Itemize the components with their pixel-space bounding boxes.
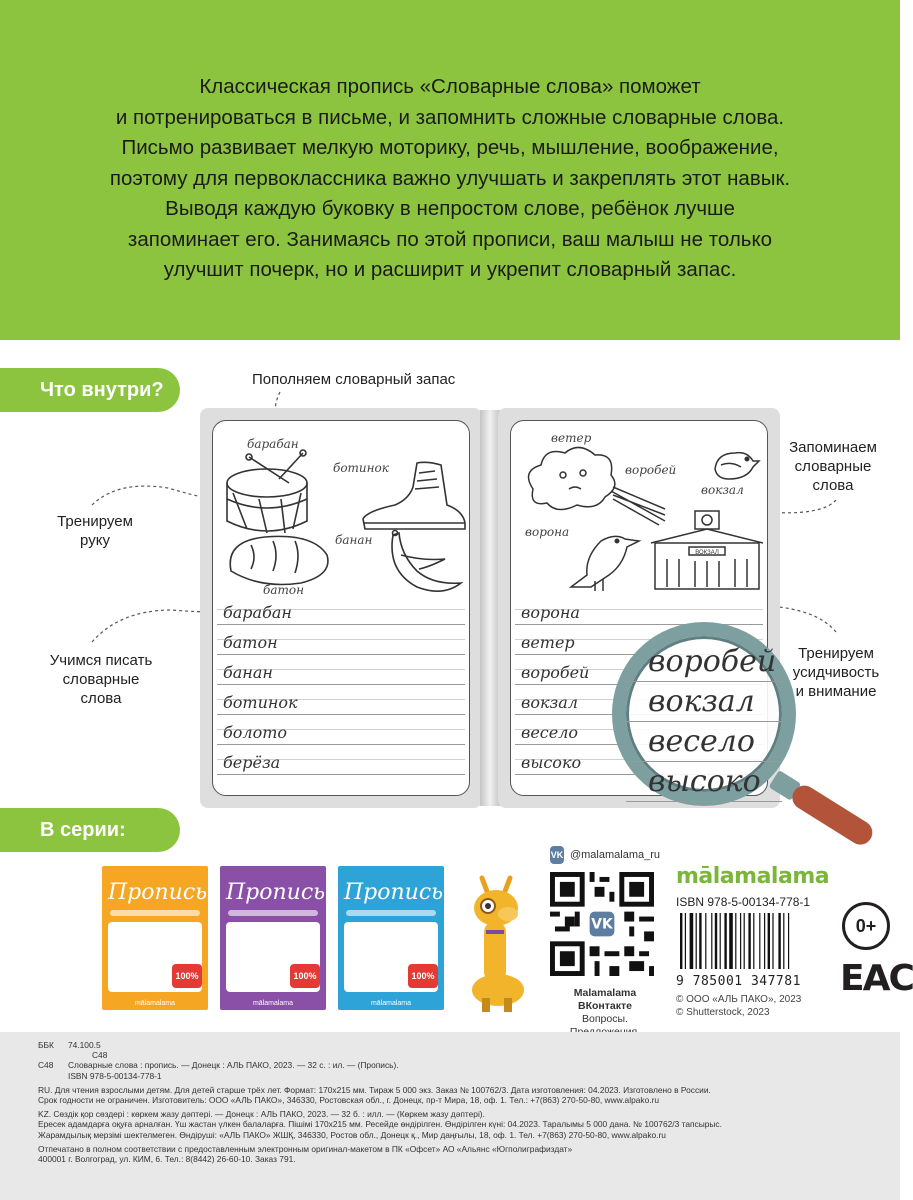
copyright-line: © ООО «АЛЬ ПАКО», 2023 xyxy=(676,994,802,1005)
picture-word: банан xyxy=(335,533,373,547)
imprint-block xyxy=(0,1032,900,1200)
imprint-key: С48 xyxy=(38,1060,54,1071)
barcode xyxy=(676,913,816,969)
barcode-bar xyxy=(748,913,750,969)
social-caption-title: Malamalama ВКонтакте xyxy=(573,987,637,1012)
writing-line xyxy=(217,747,465,775)
vk-row[interactable] xyxy=(550,846,660,864)
imprint-bbk xyxy=(38,1050,862,1060)
cover-subtitle-bar xyxy=(110,910,200,916)
magnifier-icon xyxy=(612,622,796,806)
cover-title: Пропись xyxy=(226,880,326,905)
writing-line xyxy=(217,717,465,745)
left-page xyxy=(200,408,482,808)
drum-icon xyxy=(219,449,337,539)
barcode-bar xyxy=(768,913,770,969)
picture-word: вокзал xyxy=(701,483,744,497)
section-title-series: В серии: xyxy=(0,808,180,852)
label-vocab: Пополняем словарный запас xyxy=(252,371,456,388)
copyright-line: © Shutterstock, 2023 xyxy=(676,1007,770,1018)
wind-cloud-icon xyxy=(519,441,669,525)
label-line: и внимание xyxy=(795,683,877,700)
barcode-bar xyxy=(711,913,712,969)
connector-train-hand xyxy=(92,486,214,505)
writing-word: барабан xyxy=(223,603,292,622)
magnifier-handle xyxy=(770,770,890,814)
imprint-key xyxy=(38,1050,92,1060)
intro-line: Письмо развивает мелкую моторику, речь, мышление, воображение, xyxy=(121,136,779,159)
picture-word: ворона xyxy=(525,525,570,539)
cover-subtitle-bar xyxy=(228,910,318,916)
imprint-bbk xyxy=(38,1040,862,1050)
writing-word: батон xyxy=(223,633,278,652)
station-sign: ВОКЗАЛ xyxy=(695,550,719,556)
intro-line: и потренироваться в письме, и запомнить сложные словарные слова. xyxy=(115,105,785,129)
intro-line: улучшит почерк, но и расширит и укрепит словарный запас. xyxy=(163,258,737,281)
imprint-ru-line: Срок годности не ограничен. Изготовитель: ООО «АЛЬ ПАКО», 346330, Ростовская обл., г. Донецк, пр-т Мира, 18, оф. 1. Тел.: +7(863) 270-50-80, www.alpako.ru xyxy=(38,1095,660,1106)
barcode-bar xyxy=(680,913,682,969)
series-cover[interactable] xyxy=(102,866,208,1010)
imprint-print-line: 400001 г. Волгоград, ул. КИМ, 6. Тел.: 8(8442) 26-60-10. Заказ 791. xyxy=(38,1154,296,1165)
sparrow-icon xyxy=(707,439,763,487)
picture-word: ботинок xyxy=(333,461,389,475)
age-rating-badge: 0+ xyxy=(842,902,890,950)
intro-line: запоминает его. Занимаясь по этой прописи, ваш малыш не только xyxy=(127,227,773,251)
picture-word: барабан xyxy=(247,437,299,451)
connector-learn-write xyxy=(92,610,216,642)
intro-line: Выводя каждую буковку в непростом слове, ребёнок лучше xyxy=(165,197,735,220)
barcode-bar xyxy=(685,913,686,969)
imprint-value: ISBN 978-5-00134-778-1 xyxy=(68,1070,162,1081)
eac-mark: EAC xyxy=(840,958,913,999)
series-cover[interactable] xyxy=(220,866,326,1010)
writing-word: ветер xyxy=(521,633,575,652)
loupe-word: вокзал xyxy=(648,684,755,719)
label-line: усидчивость xyxy=(792,664,880,681)
imprint-value: Словарные слова : пропись. — Донецк : АЛЬ ПАКО, 2023. — 32 с. : ил. — (Пропись). xyxy=(68,1060,399,1071)
brand-block xyxy=(676,864,836,1019)
cover-badge: 100% xyxy=(408,964,438,988)
label-line: словарные xyxy=(62,671,140,688)
cover-title: Пропись xyxy=(108,880,208,905)
loupe-line xyxy=(626,762,782,802)
imprint-value: С48 xyxy=(92,1050,108,1061)
imprint-value: 74.100.5 xyxy=(68,1040,101,1050)
label-line: Учимся писать xyxy=(49,652,153,669)
picture-word: батон xyxy=(263,583,304,597)
barcode-bar xyxy=(735,913,736,969)
loupe-word: воробей xyxy=(648,644,777,679)
writing-word: ворона xyxy=(521,603,580,622)
barcode-bar xyxy=(724,913,726,969)
barcode-bar xyxy=(729,913,733,969)
label-line: словарные xyxy=(794,458,872,475)
intro-line: Классическая пропись «Словарные слова» поможет xyxy=(199,75,701,98)
imprint-kz-line: Ересек адамдарға оқуға арналған. Үш жастан үлкен балаларға. Пішімі 170х215 мм. Ресейде өндірілген. Өндірілген күні: 04.2023. Таралымы 5 000 дана. № 100762/3 тапсырыс. xyxy=(38,1119,722,1130)
intro-text xyxy=(30,72,870,286)
qr-code[interactable] xyxy=(550,872,654,976)
label-line: Запоминаем xyxy=(789,439,877,456)
imprint-ru-line: RU. Для чтения взрослыми детям. Для детей старше трёх лет. Формат: 170х215 мм. Тираж 5 000 экз. Заказ № 100762/3. Дата изготовления: 04.2023. Изготовлено в России. xyxy=(38,1084,711,1095)
imprint-isbn xyxy=(38,1071,862,1081)
imprint-title xyxy=(38,1060,862,1070)
barcode-number: 9 785001 347781 xyxy=(676,974,801,989)
book-spine xyxy=(480,410,500,806)
barcode-bar xyxy=(772,913,773,969)
social-caption-line: Вопросы. xyxy=(582,1013,628,1025)
writing-line xyxy=(217,657,465,685)
series-cover[interactable] xyxy=(338,866,444,1010)
label-line: слова xyxy=(812,477,854,494)
loupe-line xyxy=(626,682,782,722)
writing-line xyxy=(515,597,763,625)
barcode-bar xyxy=(783,913,784,969)
svg-text:VK: VK xyxy=(591,916,613,933)
banner-curve xyxy=(0,310,900,350)
cover-badge: 100% xyxy=(290,964,320,988)
barcode-bar xyxy=(696,913,697,969)
banana-icon xyxy=(373,525,471,599)
label-line: руку xyxy=(80,532,110,549)
brand-logo: mālamalama xyxy=(676,864,830,889)
bread-icon xyxy=(221,531,337,591)
picture-word: ветер xyxy=(551,431,592,445)
llama-mascot-icon xyxy=(468,872,534,1012)
section-title-inside: Что внутри? xyxy=(0,368,180,412)
label-line: слова xyxy=(80,690,122,707)
imprint-kz-line: KZ. Сөздік қор сөздері : көркем жазу дәптері. — Донецк : АЛЬ ПАКО, 2023. — 32 б. : илл. — (Көркем жазу дәптері). xyxy=(38,1109,485,1120)
imprint-print-line: Отпечатано в полном соответствии с предоставленным электронным оригинал-макетом в ПК «Офсет» АО «Альянс «Югполиграфиздат» xyxy=(38,1143,573,1154)
writing-word: берёза xyxy=(223,753,281,772)
writing-word: высоко xyxy=(521,753,582,772)
writing-word: вокзал xyxy=(521,693,578,712)
writing-word: весело xyxy=(521,723,579,742)
cover-brand: mālamalama xyxy=(370,1000,412,1007)
left-page-frame xyxy=(212,420,470,796)
barcode-bar xyxy=(715,913,717,969)
imprint-key xyxy=(38,1071,68,1081)
label-line: Тренируем xyxy=(798,645,874,662)
intro-line: поэтому для первоклассника важно улучшать и закреплять этот навык. xyxy=(109,166,791,190)
copyright xyxy=(676,993,836,1019)
writing-word: банан xyxy=(223,663,273,682)
barcode-bar xyxy=(788,913,789,969)
vk-handle: @malamalama_ru xyxy=(569,849,660,861)
cover-brand: mālamalama xyxy=(252,1000,294,1007)
label-line: Тренируем xyxy=(57,513,133,530)
loupe-line xyxy=(626,642,782,682)
cover-badge: 100% xyxy=(172,964,202,988)
barcode-bar xyxy=(764,913,765,969)
barcode-bar xyxy=(720,913,721,969)
vk-icon: VK xyxy=(550,846,564,864)
loupe-word: весело xyxy=(648,724,755,759)
writing-line xyxy=(217,597,465,625)
loupe-line xyxy=(626,722,782,762)
barcode-bar xyxy=(705,913,706,969)
cover-title: Пропись xyxy=(344,880,444,905)
barcode-bar xyxy=(759,913,760,969)
isbn-label: ISBN 978-5-00134-778-1 xyxy=(676,895,811,909)
writing-line xyxy=(217,627,465,655)
cover-brand: mālamalama xyxy=(134,1000,176,1007)
barcode-bar xyxy=(690,913,694,969)
writing-line xyxy=(217,687,465,715)
picture-word: воробей xyxy=(625,463,677,477)
writing-word: ботинок xyxy=(223,693,298,712)
writing-word: болото xyxy=(223,723,288,742)
imprint-kz-line: Жарамдылық мерзімі шектелмеген. Өндіруші: «АЛЬ ПАКО» ЖШҚ, 346330, Ростов обл., Донецк қ., Мир даңғылы, 18, оф. 1. Тел. +7(863) 270-50-80, www.alpako.ru xyxy=(38,1129,666,1140)
imprint-key: ББК xyxy=(38,1040,54,1050)
left-writing-lines xyxy=(213,597,469,795)
barcode-bar xyxy=(740,913,741,969)
loupe-word: высоко xyxy=(648,764,761,799)
cover-subtitle-bar xyxy=(346,910,436,916)
barcode-bar xyxy=(778,913,780,969)
barcode-bar xyxy=(699,913,701,969)
barcode-bar xyxy=(744,913,745,969)
station-icon xyxy=(649,509,769,591)
barcode-bar xyxy=(753,913,754,969)
writing-word: воробей xyxy=(521,663,590,682)
social-block xyxy=(550,846,660,1052)
